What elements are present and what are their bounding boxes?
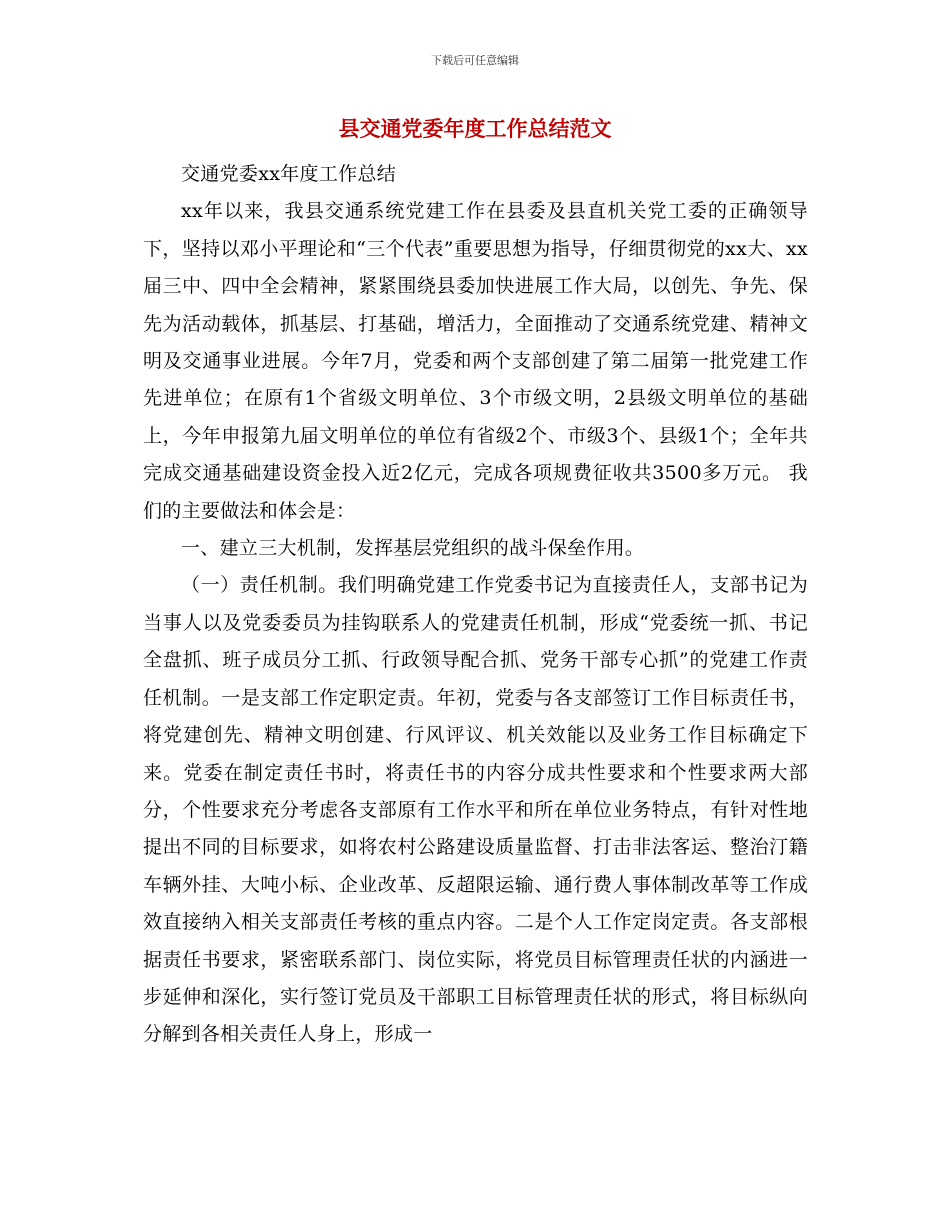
document-body [143, 156, 808, 1054]
paragraph-subtitle: 交通党委xx年度工作总结 [181, 163, 397, 185]
paragraph-section-heading: 一、建立三大机制，发挥基层党组织的战斗保垒作用。 [181, 537, 645, 560]
document-title: 县交通党委年度工作总结范文 [338, 116, 612, 141]
page-header-note: 下载后可任意编辑 [431, 54, 519, 67]
paragraph-responsibility-mechanism: （一）责任机制。我们明确党建工作党委书记为直接责任人，支部书记为当事人以及党委委员为挂钩联系人的党建责任机制，形成“党委统一抓、书记全盘抓、班子成员分工抓、行政领导配合抓、党务干部专心抓”的党建工作责任机制。一是支部工作定职定责。年初，党委与各支部签订工作目标责任书，将党建创先、精神文明创建、行风评议、机关效能以及业务工作目标确定下来。党委在制定责任书时，将责任书的内容分成共性要求和个性要求两大部分，个性要求充分考虑各支部原有工作水平和所在单位业务特点，有针对性地提出不同的目标要求，如将农村公路建设质量监督、打击非法客运、整治汀籍车辆外挂、大吨小标、企业改革、反超限运输、通行费人事体制改革等工作成效直接纳入相关支部责任考核的重点内容。二是个人工作定岗定责。各支部根据责任书要求，紧密联系部门、岗位实际，将党员目标管理责任状的内涵进一步延伸和深化，实行签订党员及干部职工目标管理责任状的形式，将目标纵向分解到各相关责任人身上，形成一 [143, 574, 808, 1046]
paragraph-intro: xx年以来，我县交通系统党建工作在县委及县直机关党工委的正确领导下，坚持以邓小平理论和“三个代表”重要思想为指导，仔细贯彻党的xx大、xx届三中、四中全会精神，紧紧围绕县委加快进展工作大局，以创先、争先、保先为活动载体，抓基层、打基础，增活力，全面推动了交通系统党建、精神文明及交通事业进展。今年7月，党委和两个支部创建了第二届第一批党建工作先进单位；在原有1个省级文明单位、3个市级文明，2县级文明单位的基础上，今年申报第九届文明单位的单位有省级2个、市级3个、县级1个；全年共完成交通基础建设资金投入近2亿元，完成各项规费征收共3500多万元。 我们的主要做法和体会是： [143, 200, 808, 522]
